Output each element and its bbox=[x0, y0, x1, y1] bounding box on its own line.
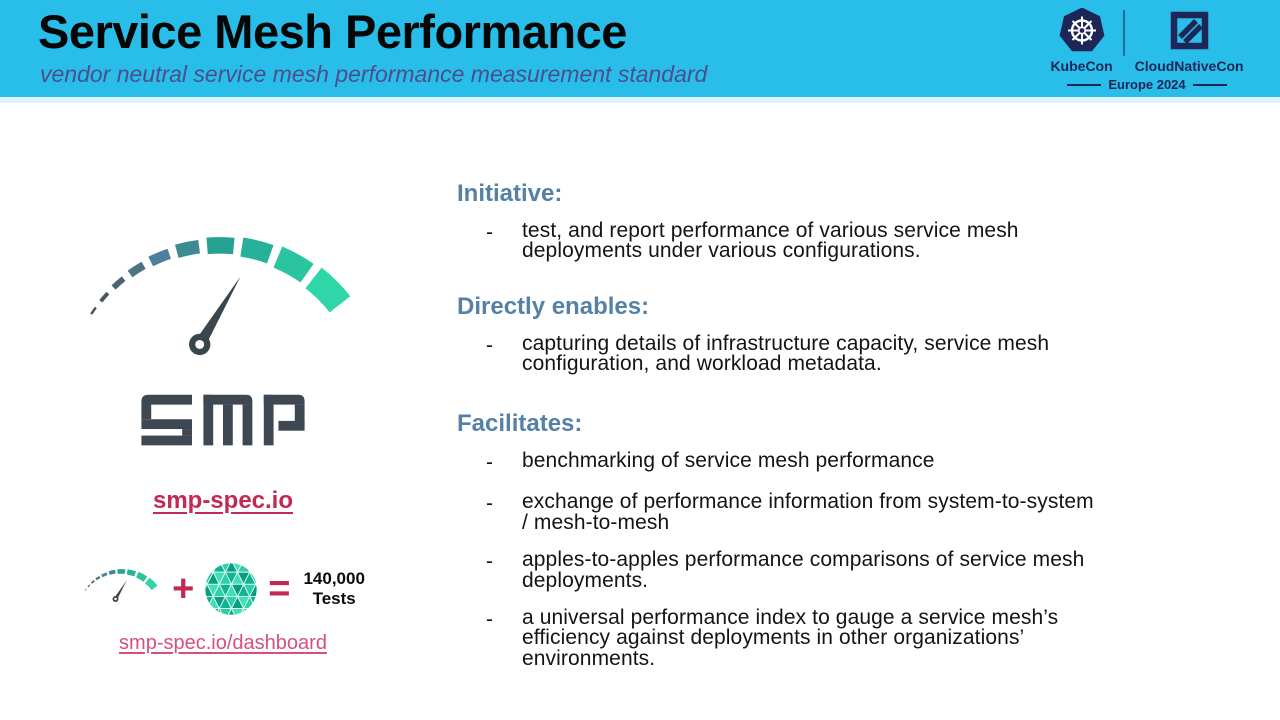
bullet-text: benchmarking of service mesh performance bbox=[522, 449, 935, 473]
event-rule-right bbox=[1193, 84, 1227, 86]
logo-divider bbox=[1123, 10, 1125, 56]
bullet-dash: - bbox=[486, 550, 493, 574]
smp-wordmark bbox=[130, 385, 316, 447]
smp-spec-link[interactable]: smp-spec.io bbox=[152, 487, 294, 514]
smp-brand-column bbox=[58, 226, 388, 655]
page-subtitle: vendor neutral service mesh performance measurement standard bbox=[40, 61, 708, 87]
list-item bbox=[457, 331, 1097, 376]
tests-value: 140,000 bbox=[303, 569, 365, 589]
section-facilitates bbox=[457, 410, 1117, 669]
cloudnativecon-label: CloudNativeCon bbox=[1134, 58, 1244, 74]
bullet-dash: - bbox=[486, 333, 493, 357]
bullet-text: test, and report performance of various service mesh deployments under various configurations. bbox=[522, 219, 1019, 263]
list-item bbox=[457, 492, 1097, 533]
cloudnativecon-icon bbox=[1168, 8, 1210, 54]
bullet-dash: - bbox=[486, 607, 493, 631]
header-underline-strip bbox=[0, 97, 1280, 103]
bullet-dash: - bbox=[486, 451, 493, 475]
mini-gauge-icon bbox=[81, 566, 163, 612]
kubecon-label: KubeCon bbox=[1050, 58, 1113, 74]
page-title: Service Mesh Performance bbox=[38, 5, 627, 58]
cloudnativecon-logo-block bbox=[1135, 8, 1244, 74]
event-label: Europe 2024 bbox=[1108, 77, 1186, 92]
list-item bbox=[457, 221, 1097, 262]
tests-count bbox=[303, 569, 364, 608]
tests-label: Tests bbox=[312, 589, 356, 608]
kubecon-logo-block bbox=[1050, 8, 1112, 74]
list-item bbox=[457, 451, 1097, 475]
meshery-mesh-icon bbox=[203, 561, 259, 617]
kubecon-helm-icon bbox=[1058, 8, 1106, 54]
event-rule-left bbox=[1067, 84, 1101, 86]
tests-equation bbox=[81, 561, 365, 617]
list-item bbox=[457, 550, 1097, 591]
smp-gauge-logo bbox=[77, 226, 369, 391]
dashboard-link[interactable]: smp-spec.io/dashboard bbox=[119, 632, 327, 654]
header-band bbox=[0, 0, 1280, 97]
bullet-dash: - bbox=[486, 492, 493, 516]
event-name-row bbox=[1042, 77, 1252, 92]
section-heading: Facilitates: bbox=[457, 410, 583, 438]
section-initiative bbox=[457, 180, 1117, 262]
bullet-text: a universal performance index to gauge a service mesh’s efficiency against deployments in other organizations’ environments. bbox=[522, 605, 1059, 670]
plus-icon: + bbox=[172, 568, 195, 610]
section-heading: Directly enables: bbox=[457, 292, 650, 320]
event-logos bbox=[1042, 8, 1252, 92]
section-heading: Initiative: bbox=[457, 180, 563, 207]
bullet-text: exchange of performance information from system-to-system / mesh-to-mesh bbox=[522, 490, 1094, 534]
content-column bbox=[457, 180, 1117, 700]
bullet-text: capturing details of infrastructure capacity, service mesh configuration, and workload metadata. bbox=[522, 331, 1050, 376]
section-directly-enables bbox=[457, 293, 1117, 375]
equals-icon: = bbox=[268, 568, 291, 610]
bullet-dash: - bbox=[486, 221, 493, 244]
bullet-text: apples-to-apples performance comparisons of service mesh deployments. bbox=[522, 548, 1085, 592]
list-item bbox=[457, 605, 1097, 670]
